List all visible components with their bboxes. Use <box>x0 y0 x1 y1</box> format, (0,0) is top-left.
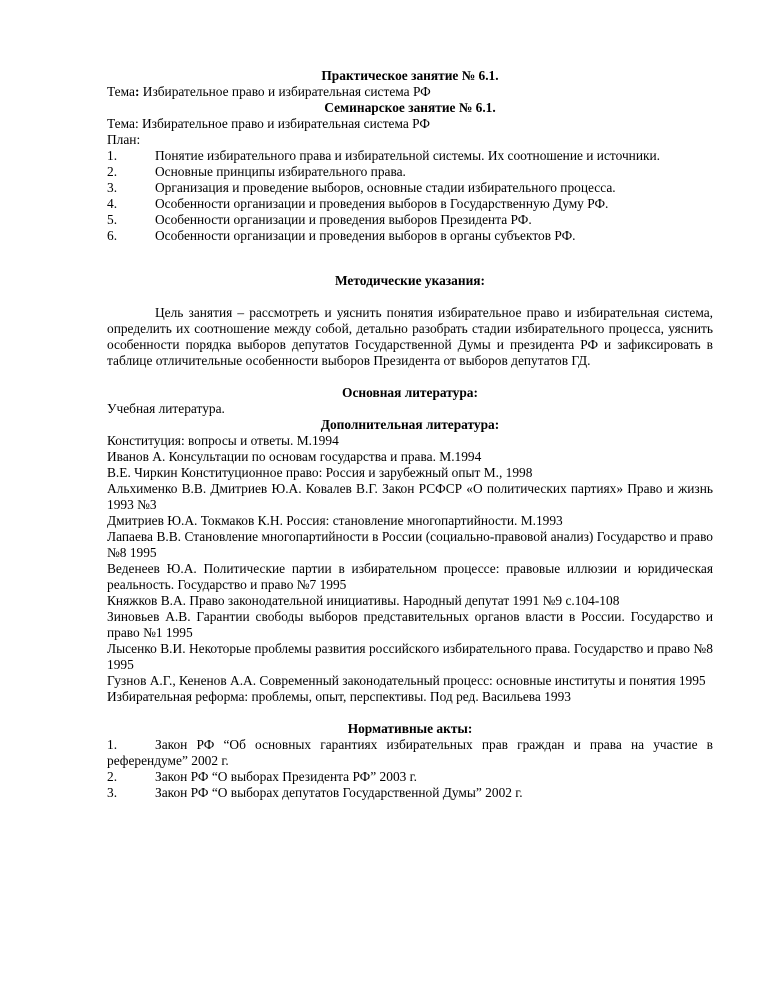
document-page <box>107 68 713 801</box>
norm-list <box>107 737 713 801</box>
practical-topic-prefix: Тема <box>107 84 135 99</box>
plan-item <box>107 164 713 180</box>
plan-item-number: 3. <box>107 180 118 195</box>
seminar-topic: Тема: Избирательное право и избирательная система РФ <box>107 116 430 131</box>
lit-item: Альхименко В.В. Дмитриев Ю.А. Ковалев В.Г. Закон РСФСР «О политических партиях» Право и жизнь 1993 №3 <box>107 481 713 512</box>
norm-heading: Нормативные акты: <box>347 721 473 736</box>
methodical-text: Цель занятия – рассмотреть и уяснить понятия избирательное право и избирательная система, определить их соотношение между собой, детально разобрать стадии избирательного процесса, уяснить особенности порядка выборов депутатов Государственной Думы и президента РФ и зафиксировать в таблице отличительные особенности выборов Президента от выборов депутатов ГД. <box>107 305 713 368</box>
norm-item-number: 2. <box>107 769 118 784</box>
lit-item: Иванов А. Консультации по основам государства и права. М.1994 <box>107 449 482 464</box>
lit-item: Избирательная реформа: проблемы, опыт, перспективы. Под ред. Васильева 1993 <box>107 689 571 704</box>
plan-list <box>107 148 713 244</box>
plan-item-number: 5. <box>107 212 118 227</box>
plan-item-number: 2. <box>107 164 118 179</box>
lit-item: Конституция: вопросы и ответы. М.1994 <box>107 433 339 448</box>
plan-item-text: Понятие избирательного права и избирательной системы. Их соотношение и источники. <box>155 148 661 163</box>
norm-item <box>107 785 713 801</box>
plan-item <box>107 212 713 228</box>
add-lit-list <box>107 433 713 705</box>
norm-item-number: 1. <box>107 737 118 752</box>
main-lit-heading: Основная литература: <box>342 385 478 400</box>
plan-item-number: 1. <box>107 148 118 163</box>
norm-item-text: Закон РФ “О выборах депутатов Государственной Думы” 2002 г. <box>155 785 523 800</box>
norm-item <box>107 737 713 769</box>
norm-item <box>107 769 713 785</box>
plan-item-text: Организация и проведение выборов, основные стадии избирательного процесса. <box>155 180 616 195</box>
methodical-heading: Методические указания: <box>334 273 486 288</box>
plan-item <box>107 196 713 212</box>
plan-item-text: Основные принципы избирательного права. <box>155 164 406 179</box>
plan-item-text: Особенности организации и проведения выборов в органы субъектов РФ. <box>155 228 576 243</box>
plan-item-text: Особенности организации и проведения выборов Президента РФ. <box>155 212 532 227</box>
add-lit-heading: Дополнительная литература: <box>320 417 500 432</box>
lit-item: Зиновьев А.В. Гарантии свободы выборов представительных органов власти в России. Государство и право №1 1995 <box>107 609 713 640</box>
lit-item: Веденеев Ю.А. Политические партии в избирательном процессе: правовые иллюзии и юридическая реальность. Государство и право №7 1995 <box>107 561 713 592</box>
plan-item <box>107 180 713 196</box>
practical-topic <box>107 84 713 100</box>
plan-item <box>107 148 713 164</box>
practical-topic-colon: : <box>134 84 140 99</box>
lit-item: Гузнов А.Г., Кененов А.А. Современный законодательный процесс: основные институты и понятия 1995 <box>107 673 706 688</box>
lit-item: Дмитриев Ю.А. Токмаков К.Н. Россия: становление многопартийности. М.1993 <box>107 513 563 528</box>
norm-item-number: 3. <box>107 785 118 800</box>
main-lit-text: Учебная литература. <box>107 401 225 416</box>
plan-label: План: <box>107 132 141 147</box>
norm-item-text: Закон РФ “О выборах Президента РФ” 2003 г. <box>155 769 418 784</box>
practical-topic-text: Избирательное право и избирательная система РФ <box>139 84 431 99</box>
lit-item: В.Е. Чиркин Конституционное право: Россия и зарубежный опыт М., 1998 <box>107 465 533 480</box>
lit-item: Лапаева В.В. Становление многопартийности в России (социально-правовой анализ) Государство и право №8 1995 <box>107 529 713 560</box>
plan-item-text: Особенности организации и проведения выборов в Государственную Думу РФ. <box>155 196 609 211</box>
plan-item <box>107 228 713 244</box>
plan-item-number: 6. <box>107 228 118 243</box>
lit-item: Княжков В.А. Право законодательной инициативы. Народный депутат 1991 №9 с.104-108 <box>107 593 620 608</box>
norm-item-text: Закон РФ “Об основных гарантиях избирательных прав граждан и права на участие в референдуме” 2002 г. <box>107 737 713 768</box>
plan-item-number: 4. <box>107 196 118 211</box>
seminar-title: Семинарское занятие № 6.1. <box>324 100 496 115</box>
practical-title: Практическое занятие № 6.1. <box>321 68 499 83</box>
lit-item: Лысенко В.И. Некоторые проблемы развития российского избирательного права. Государство и право №8 1995 <box>107 641 713 672</box>
